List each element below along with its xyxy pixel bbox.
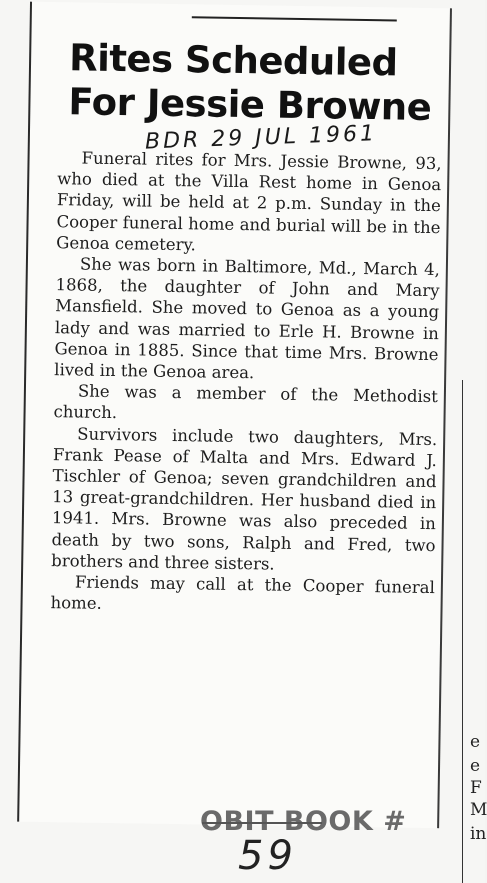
paragraph-survivors: Survivors include two daughters, Mrs. Frank Pease of Malta and Mrs. Edward J. Tischler of Genoa; seven grandchildren and 13 great-grandchildren. Her husband died in 1941. Mrs. Browne was also preceded in death by two sons, Ralph and Fred, two brothers and three sisters. xyxy=(51,424,438,574)
top-rule xyxy=(192,16,397,21)
stamp-text: OBIT BOOK # xyxy=(200,806,407,837)
headline-line-1: Rites Scheduled xyxy=(68,36,398,85)
edge-fragment: e xyxy=(470,756,481,776)
edge-fragment: e xyxy=(470,732,481,752)
stamp-strike-line xyxy=(202,822,322,824)
paragraph-visitation: Friends may call at the Cooper funeral home. xyxy=(50,572,436,614)
edge-fragment: in xyxy=(470,824,487,844)
paragraph-funeral: Funeral rites for Mrs. Jessie Browne, 93, who died at the Villa Rest home in Genoa Friday, will be held at 2 p.m. Sunday in the Cooper funeral home and burial will be in the Genoa cemetery. xyxy=(56,148,442,255)
obit-book-stamp xyxy=(200,806,406,837)
article-body xyxy=(50,147,441,619)
handwritten-book-number: 59 xyxy=(238,833,297,879)
newspaper-clipping xyxy=(17,2,452,829)
headline-line-2: For Jessie Browne xyxy=(68,80,432,129)
paragraph-church: She was a member of the Methodist church. xyxy=(53,381,439,423)
paragraph-biography: She was born in Baltimore, Md., March 4, 1868, the daughter of John and Mary Mansfield. She moved to Genoa as a young lady and was married to Erle H. Browne in Genoa in 1885. Since that time Mrs. Browne lived in the Genoa area. xyxy=(54,254,441,383)
edge-fragment: M xyxy=(470,800,487,820)
edge-fragment: F xyxy=(470,778,482,798)
headline xyxy=(68,36,449,130)
handwritten-date: BDR 29 JUL 1961 xyxy=(144,121,378,155)
